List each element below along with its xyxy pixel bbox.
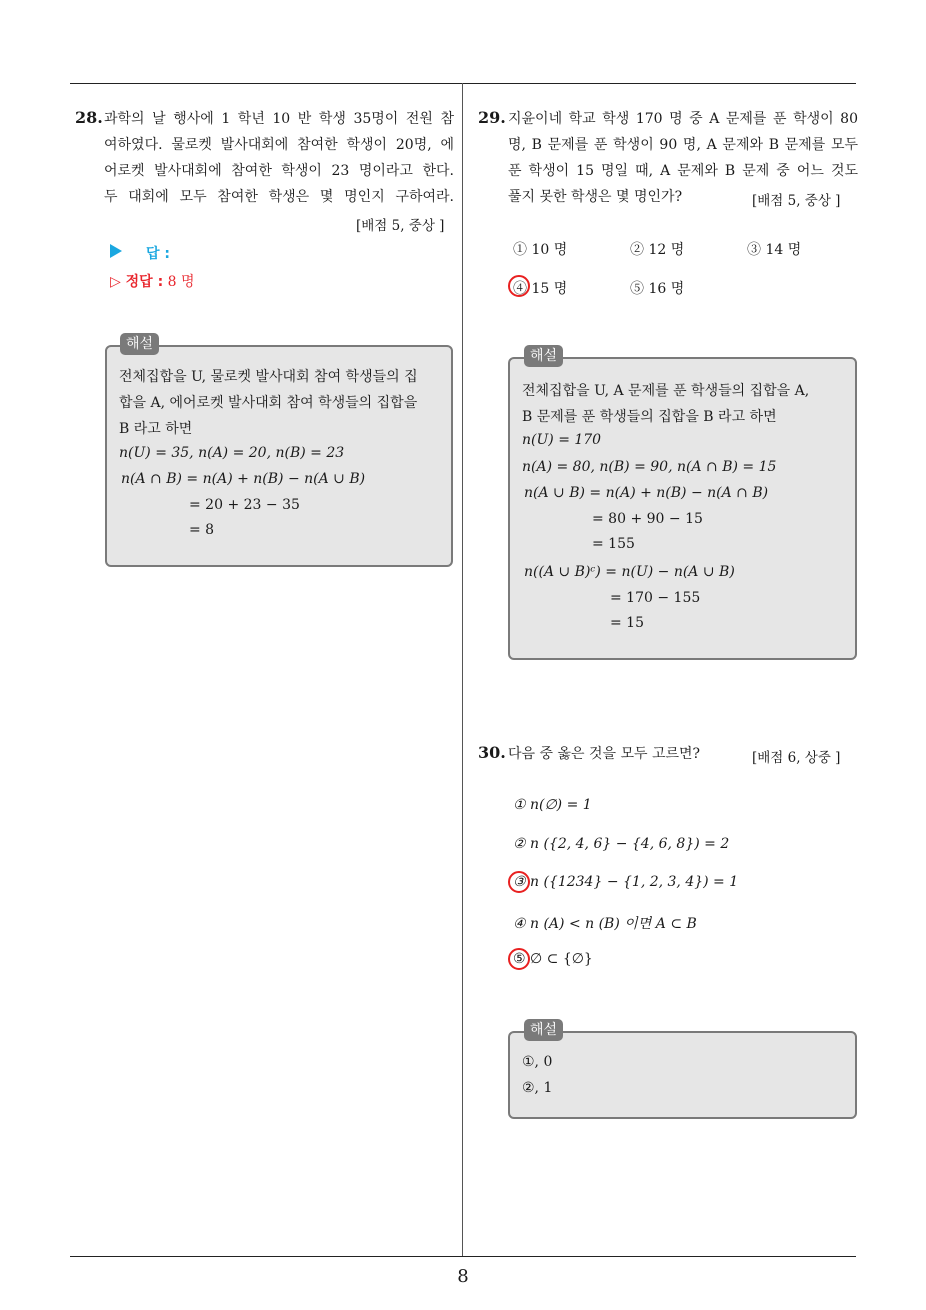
q30-choice-1[interactable]: ① n(∅) = 1 (513, 797, 592, 813)
q28-answer-label: 답 : (146, 246, 170, 262)
q28-correct-answer (110, 271, 195, 291)
answer-arrow-icon (110, 244, 122, 258)
q28-line-2: 여하였다. 물로켓 발사대회에 참여한 학생이 20명, 에 (104, 137, 454, 153)
column-divider (462, 83, 463, 1256)
q28-number: 28. (75, 108, 103, 127)
q29-solution-tag: 해설 (524, 345, 563, 367)
q28-solution-line-7: = 8 (189, 522, 215, 538)
q30-score-meta: [배점 6, 상중 ] (752, 750, 841, 766)
q28-line-4: 두 대회에 모두 참여한 학생은 몇 명인지 구하여라. (104, 189, 454, 205)
page-number: 8 (457, 1266, 469, 1287)
q29-solution-line-6: = 80 + 90 − 15 (592, 511, 703, 527)
q29-line-4: 풀지 못한 학생은 몇 명인가? (508, 189, 683, 205)
q29-solution-box (508, 357, 857, 660)
q29-score-meta: [배점 5, 중상 ] (752, 193, 841, 209)
bottom-rule (70, 1256, 856, 1257)
q28-correct-label: ▷ 정답 : (110, 274, 164, 290)
q28-correct-value: 8 명 (167, 274, 195, 290)
q28-score-meta: [배점 5, 중상 ] (356, 218, 445, 234)
q29-solution-line-5: n(A ∪ B) = n(A) + n(B) − n(A ∩ B) (524, 485, 769, 501)
q29-solution-line-9: = 170 − 155 (610, 590, 701, 606)
q30-solution-box (508, 1031, 857, 1119)
q29-solution-line-3: n(U) = 170 (522, 432, 602, 448)
q29-line-3: 푼 학생이 15 명일 때, A 문제와 B 문제 중 어느 것도 (508, 163, 858, 179)
q29-solution-line-2: B 문제를 푼 학생들의 집합을 B 라고 하면 (522, 409, 777, 425)
q30-stem: 다음 중 옳은 것을 모두 고르면? (508, 746, 701, 762)
q29-solution-line-8: n((A ∪ B)ᶜ) = n(U) − n(A ∪ B) (524, 564, 735, 580)
q29-choice-5[interactable]: ⑤ 16 명 (630, 281, 685, 297)
q30-choice-4[interactable]: ④ n (A) < n (B) 이면 A ⊂ B (513, 916, 697, 932)
q30-selected-mark-3-icon (508, 871, 530, 893)
q29-solution-line-7: = 155 (592, 536, 635, 552)
q30-choice-2[interactable]: ② n ({2, 4, 6} − {4, 6, 8}) = 2 (513, 836, 730, 852)
q29-number: 29. (478, 108, 506, 127)
q29-selected-mark-icon (508, 275, 530, 297)
q30-choice-3[interactable]: ③ n ({1234} − {1, 2, 3, 4}) = 1 (513, 874, 739, 890)
q28-solution-line-3: B 라고 하면 (119, 421, 193, 437)
q28-solution-tag: 해설 (120, 333, 159, 355)
q30-selected-mark-5-icon (508, 948, 530, 970)
q30-solution-line-2: ②, 1 (522, 1080, 553, 1096)
q28-solution-line-4: n(U) = 35, n(A) = 20, n(B) = 23 (119, 445, 345, 461)
q29-solution-line-10: = 15 (610, 615, 644, 631)
q28-solution-line-5: n(A ∩ B) = n(A) + n(B) − n(A ∪ B) (121, 471, 366, 487)
top-rule (70, 83, 856, 84)
q29-choice-3[interactable]: ③ 14 명 (747, 242, 802, 258)
q28-solution-line-6: = 20 + 23 − 35 (189, 497, 300, 513)
q29-line-2: 명, B 문제를 푼 학생이 90 명, A 문제와 B 문제를 모두 (508, 137, 858, 153)
q28-line-1: 과학의 날 행사에 1 학년 10 반 학생 35명이 전원 참 (104, 111, 454, 127)
q29-choice-1[interactable]: ① 10 명 (513, 242, 568, 258)
q28-solution-line-1: 전체집합을 U, 물로켓 발사대회 참여 학생들의 집 (119, 369, 418, 385)
q28-solution-line-2: 합을 A, 에어로켓 발사대회 참여 학생들의 집합을 (119, 395, 418, 411)
q29-solution-line-4: n(A) = 80, n(B) = 90, n(A ∩ B) = 15 (522, 459, 777, 475)
q29-choice-4[interactable]: ④ 15 명 (513, 281, 568, 297)
q30-solution-line-1: ①, 0 (522, 1054, 553, 1070)
q29-choice-2[interactable]: ② 12 명 (630, 242, 685, 258)
q30-solution-tag: 해설 (524, 1019, 563, 1041)
q29-solution-line-1: 전체집합을 U, A 문제를 푼 학생들의 집합을 A, (522, 383, 810, 399)
q30-number: 30. (478, 743, 506, 762)
q29-line-1: 지윤이네 학교 학생 170 명 중 A 문제를 푼 학생이 80 (508, 111, 858, 127)
q28-line-3: 어로켓 발사대회에 참여한 학생이 23 명이라고 한다. (104, 163, 454, 179)
q30-choice-5[interactable]: ⑤ ∅ ⊂ {∅} (513, 951, 593, 967)
